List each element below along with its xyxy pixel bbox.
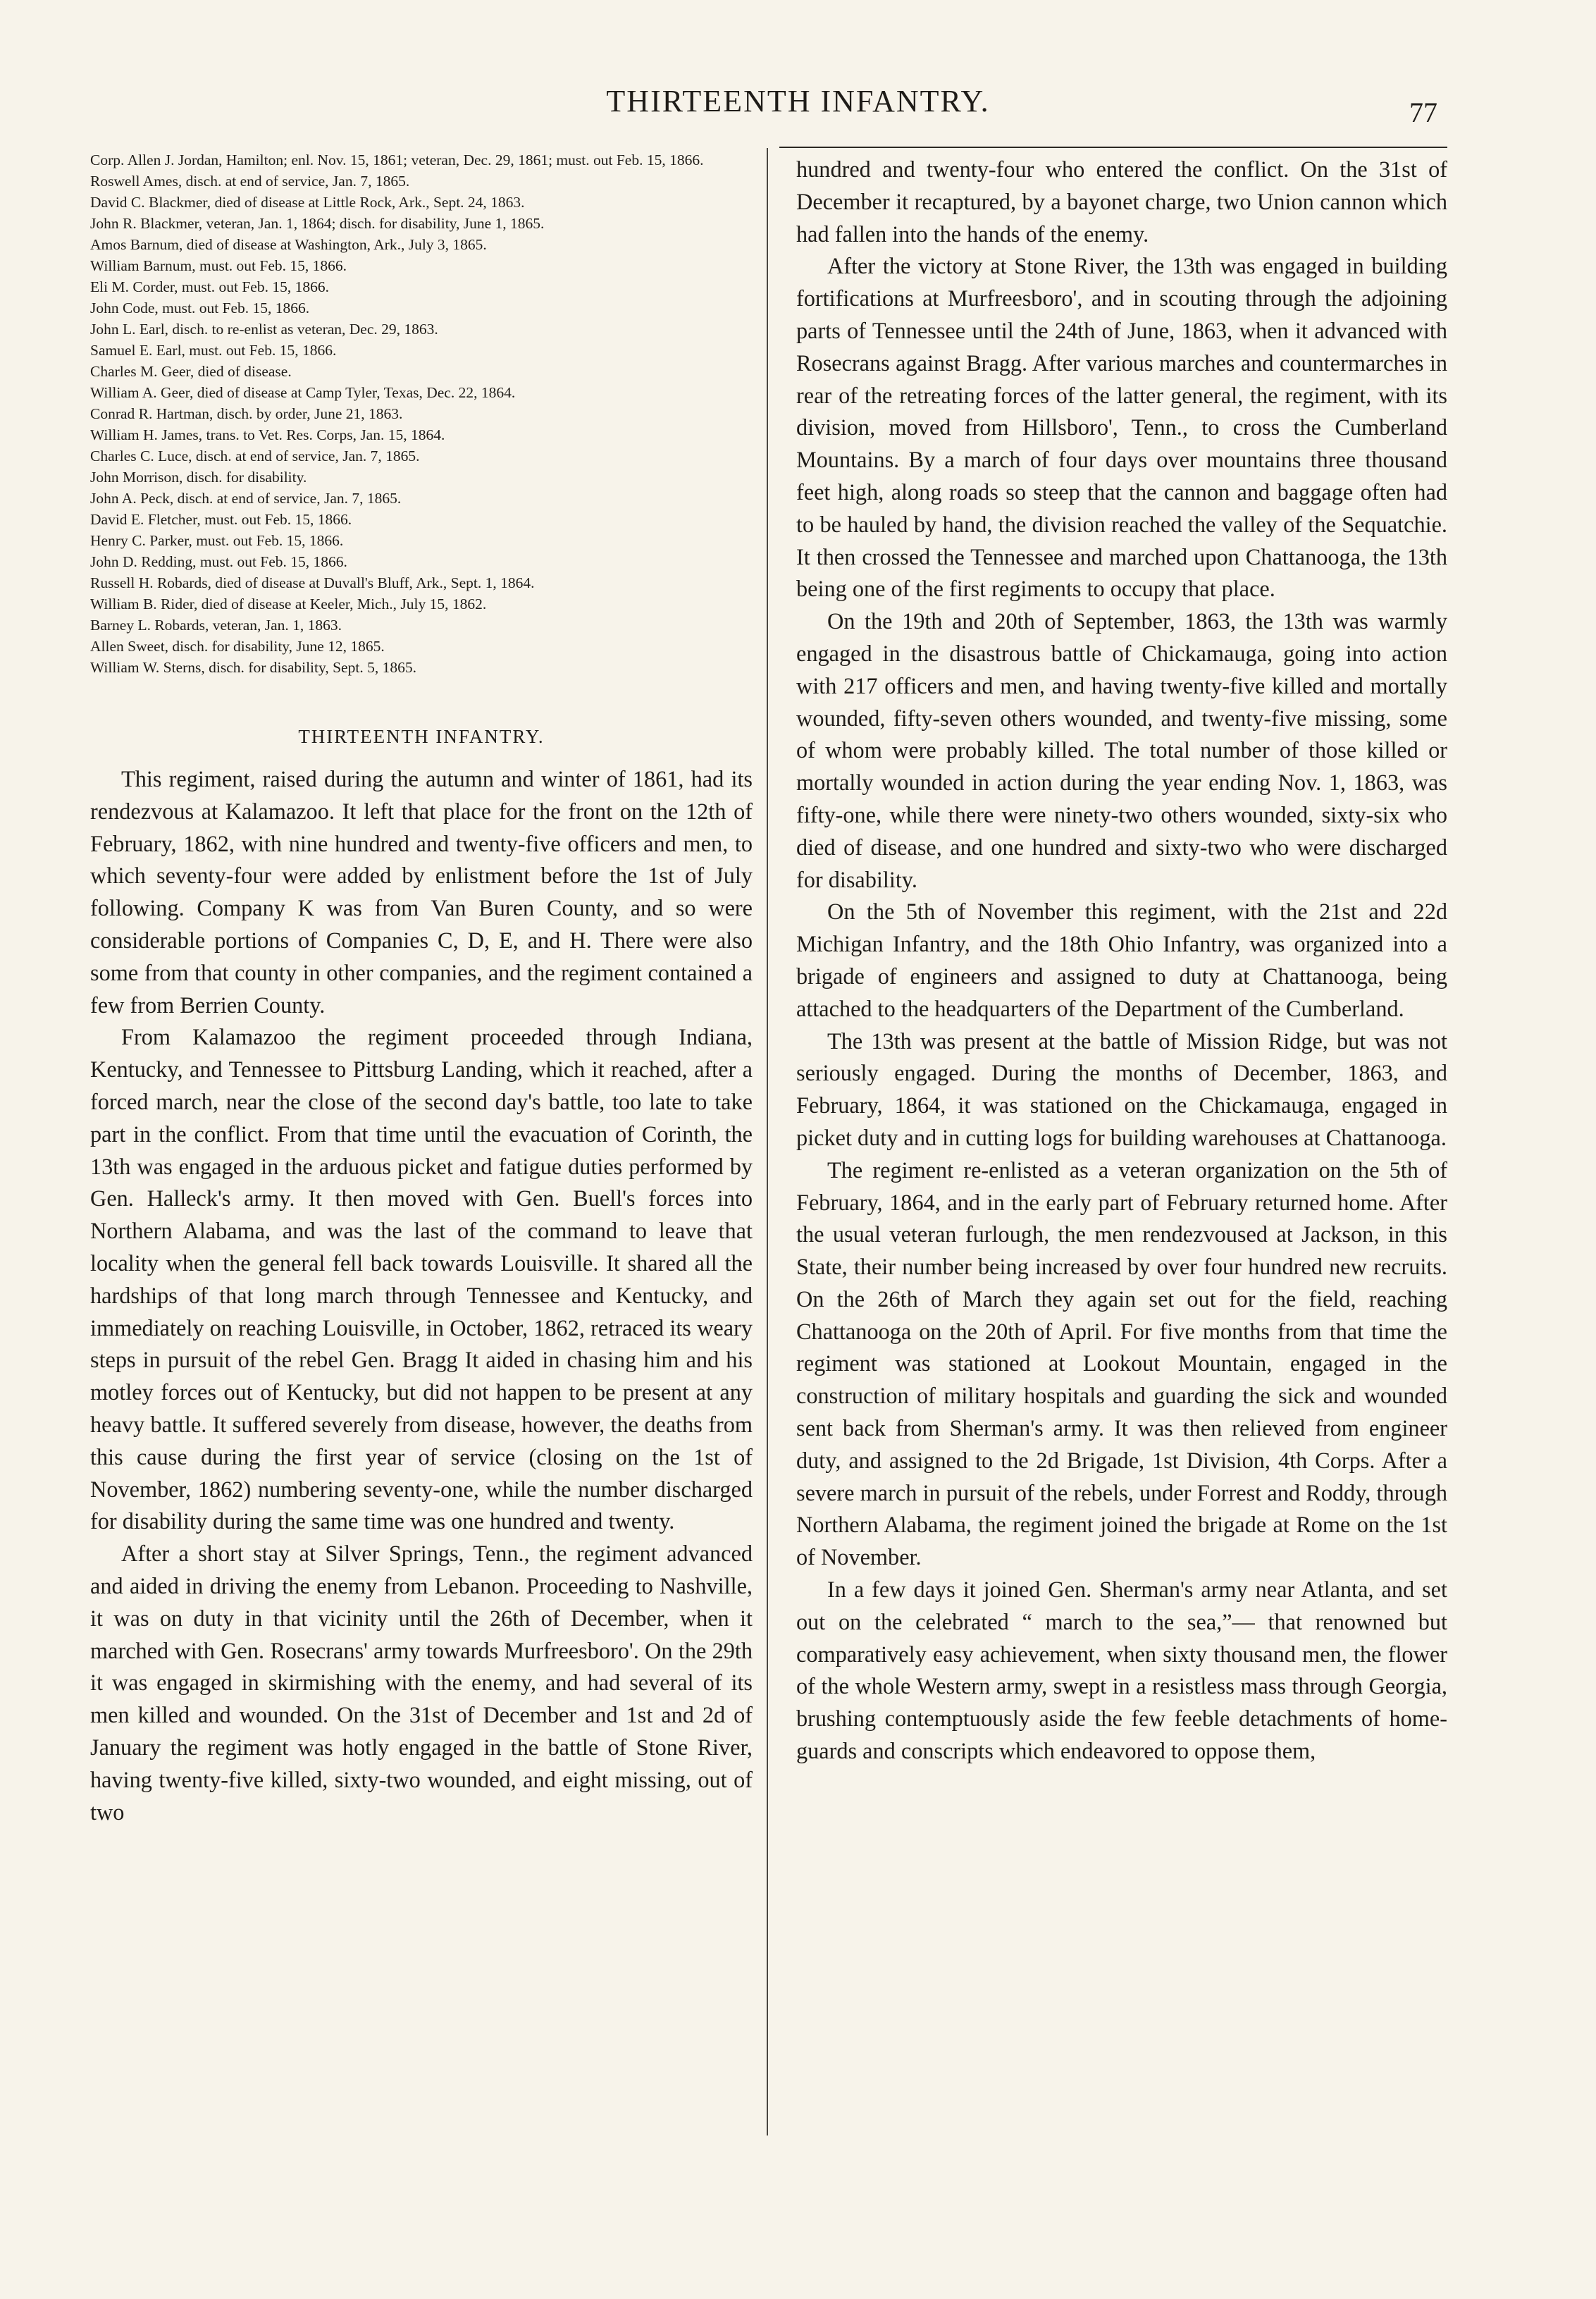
body-paragraph: In a few days it joined Gen. Sherman's army near Atlanta, and set out on the celebrated “ march to the sea,”— that renowned but comparatively easy achievement, when sixty thousand men, the flower of the whole Western army, swept in a resistless mass through Georgia, brushing contemptuously aside the few feeble detachments of home-guards and conscripts which endeavored to oppose them, <box>796 1577 1447 1764</box>
roster-entry: William Barnum, must. out Feb. 15, 1866. <box>90 257 347 274</box>
roster-entry: Barney L. Robards, veteran, Jan. 1, 1863. <box>90 617 342 634</box>
roster-entry: Conrad R. Hartman, disch. by order, June 21, 1863. <box>90 405 403 422</box>
body-paragraph: From Kalamazoo the regiment proceeded through Indiana, Kentucky, and Tennessee to Pittsburg Landing, which it reached, after a forced march, near the close of the second day's battle, too late to take part in the conflict. From that time until the evacuation of Corinth, the 13th was engaged in the arduous picket and fatigue duties performed by Gen. Halleck's army. It then moved with Gen. Buell's forces into Northern Alabama, and was the last of the command to leave that locality when the general fell back towards Louisville. It shared all the hardships of that long march through Tennessee and Kentucky, and immediately on reaching Louisville, in October, 1862, retraced its weary steps in pursuit of the rebel Gen. Bragg It aided in chasing him and his motley forces out of Kentucky, but did not happen to be present at any heavy battle. It suffered severely from disease, however, the deaths from this cause during the first year of service (closing on the 1st of November, 1862) numbering seventy-one, while the number discharged for disability during the same time was one hundred and twenty. <box>90 1024 753 1534</box>
roster-entry: Charles M. Geer, died of disease. <box>90 363 292 380</box>
roster-entry: Charles C. Luce, disch. at end of service, Jan. 7, 1865. <box>90 448 420 464</box>
page-number: 77 <box>1409 97 1437 128</box>
roster-entry: William W. Sterns, disch. for disability, Sept. 5, 1865. <box>90 659 416 676</box>
body-paragraph: hundred and twenty-four who entered the conflict. On the 31st of December it recaptured, by a bayonet charge, two Union cannon which had fallen into the hands of the enemy. <box>796 156 1447 247</box>
body-paragraph: The regiment re-enlisted as a veteran organization on the 5th of February, 1864, and in the early part of February returned home. After the usual veteran furlough, the men rendezvoused at Jackson, in this State, their number being increased by over four hundred new recruits. On the 26th of March they again set out for the field, reaching Chattanooga on the 20th of April. For five months from that time the regiment was stationed at Lookout Mountain, engaged in the construction of military hospitals and guarding the sick and wounded sent back from Sherman's army. It was then relieved from engineer duty, and assigned to the 2d Brigade, 1st Division, 4th Corps. After a severe march in pursuit of the rebels, under Forrest and Roddy, through Northern Alabama, the regiment joined the brigade at Rome on the 1st of November. <box>796 1157 1447 1570</box>
right-column <box>796 154 1447 1768</box>
roster-entry: Corp. Allen J. Jordan, Hamilton; enl. Nov. 15, 1861; veteran, Dec. 29, 1861; must. out Feb. 15, 1866. <box>90 152 704 168</box>
roster-entry: Henry C. Parker, must. out Feb. 15, 1866. <box>90 532 344 549</box>
roster-entry: Samuel E. Earl, must. out Feb. 15, 1866. <box>90 342 337 359</box>
roster-entry: William A. Geer, died of disease at Camp Tyler, Texas, Dec. 22, 1864. <box>90 384 516 401</box>
roster-entry: John Code, must. out Feb. 15, 1866. <box>90 300 310 316</box>
body-paragraph: The 13th was present at the battle of Mission Ridge, but was not seriously engaged. During the months of December, 1863, and February, 1864, it was stationed on the Chickamauga, engaged in picket duty and in cutting logs for building warehouses at Chattanooga. <box>796 1028 1447 1150</box>
body-paragraph: After a short stay at Silver Springs, Tenn., the regiment advanced and aided in driving the enemy from Lebanon. Proceeding to Nashville, it was on duty in that vicinity until the 26th of December, when it marched with Gen. Rosecrans' army towards Murfreesboro'. On the 29th it was engaged in skirmishing with the enemy, and had several of its men killed and wounded. On the 31st of December and 1st and 2d of January the regiment was hotly engaged in the battle of Stone River, having twenty-five killed, sixty-two wounded, and eight missing, out of two <box>90 1541 753 1825</box>
roster-list <box>90 149 753 678</box>
roster-entry: David C. Blackmer, died of disease at Little Rock, Ark., Sept. 24, 1863. <box>90 194 525 211</box>
roster-entry: Eli M. Corder, must. out Feb. 15, 1866. <box>90 278 329 295</box>
roster-entry: William H. James, trans. to Vet. Res. Corps, Jan. 15, 1864. <box>90 426 445 443</box>
roster-entry: William B. Rider, died of disease at Keeler, Mich., July 15, 1862. <box>90 596 487 612</box>
roster-entry: John D. Redding, must. out Feb. 15, 1866. <box>90 553 347 570</box>
roster-entry: John R. Blackmer, veteran, Jan. 1, 1864; disch. for disability, June 1, 1865. <box>90 215 545 232</box>
roster-entry: John Morrison, disch. for disability. <box>90 469 307 486</box>
roster-entry: David E. Fletcher, must. out Feb. 15, 1866. <box>90 511 352 528</box>
section-title: THIRTEENTH INFANTRY. <box>298 726 545 747</box>
body-paragraph: After the victory at Stone River, the 13th was engaged in building fortifications at Murfreesboro', and in scouting through the adjoining parts of Tennessee until the 24th of June, 1863, when it advanced with Rosecrans against Bragg. After various marches and countermarches in rear of the retreating forces of the latter general, the regiment, with its division, moved from Hillsboro', Tenn., to cross the Cumberland Mountains. By a march of four days over mountains three thousand feet high, along roads so steep that the cannon and baggage often had to be hauled by hand, the division reached the valley of the Sequatchie. It then crossed the Tennessee and marched upon Chattanooga, the 13th being one of the first regiments to occupy that place. <box>796 253 1447 602</box>
body-paragraph: On the 5th of November this regiment, with the 21st and 22d Michigan Infantry, and the 18th Ohio Infantry, was organized into a brigade of engineers and assigned to duty at Chattanooga, being attached to the headquarters of the Department of the Cumberland. <box>796 899 1447 1021</box>
body-paragraph: This regiment, raised during the autumn and winter of 1861, had its rendezvous at Kalamazoo. It left that place for the front on the 12th of February, 1862, with nine hundred and twenty-five officers and men, to which seventy-four were added by enlistment before the 1st of July following. Company K was from Van Buren County, and so were considerable portions of Companies C, D, E, and H. There were also some from that county in other companies, and the regiment contained a few from Berrien County. <box>90 766 753 1018</box>
roster-entry: Amos Barnum, died of disease at Washington, Ark., July 3, 1865. <box>90 236 487 253</box>
header-rule <box>779 147 1447 148</box>
roster-entry: John A. Peck, disch. at end of service, Jan. 7, 1865. <box>90 490 402 507</box>
roster-entry: Russell H. Robards, died of disease at Duvall's Bluff, Ark., Sept. 1, 1864. <box>90 574 535 591</box>
left-column <box>90 149 753 1828</box>
body-paragraph: On the 19th and 20th of September, 1863, the 13th was warmly engaged in the disastrous battle of Chickamauga, going into action with 217 officers and men, and having twenty-five killed and mortally wounded, fifty-seven others wounded, and twenty-five missing, some of whom were probably killed. The total number of those killed or mortally wounded in action during the year ending Nov. 1, 1863, was fifty-one, while there were ninety-two others wounded, sixty-six who died of disease, and one hundred and sixty-two who were discharged for disability. <box>796 608 1447 892</box>
column-divider <box>767 148 768 2135</box>
roster-entry: Roswell Ames, disch. at end of service, Jan. 7, 1865. <box>90 173 410 190</box>
roster-entry: Allen Sweet, disch. for disability, June 12, 1865. <box>90 638 385 655</box>
roster-entry: John L. Earl, disch. to re-enlist as veteran, Dec. 29, 1863. <box>90 321 438 338</box>
running-head: THIRTEENTH INFANTRY. <box>606 84 990 118</box>
